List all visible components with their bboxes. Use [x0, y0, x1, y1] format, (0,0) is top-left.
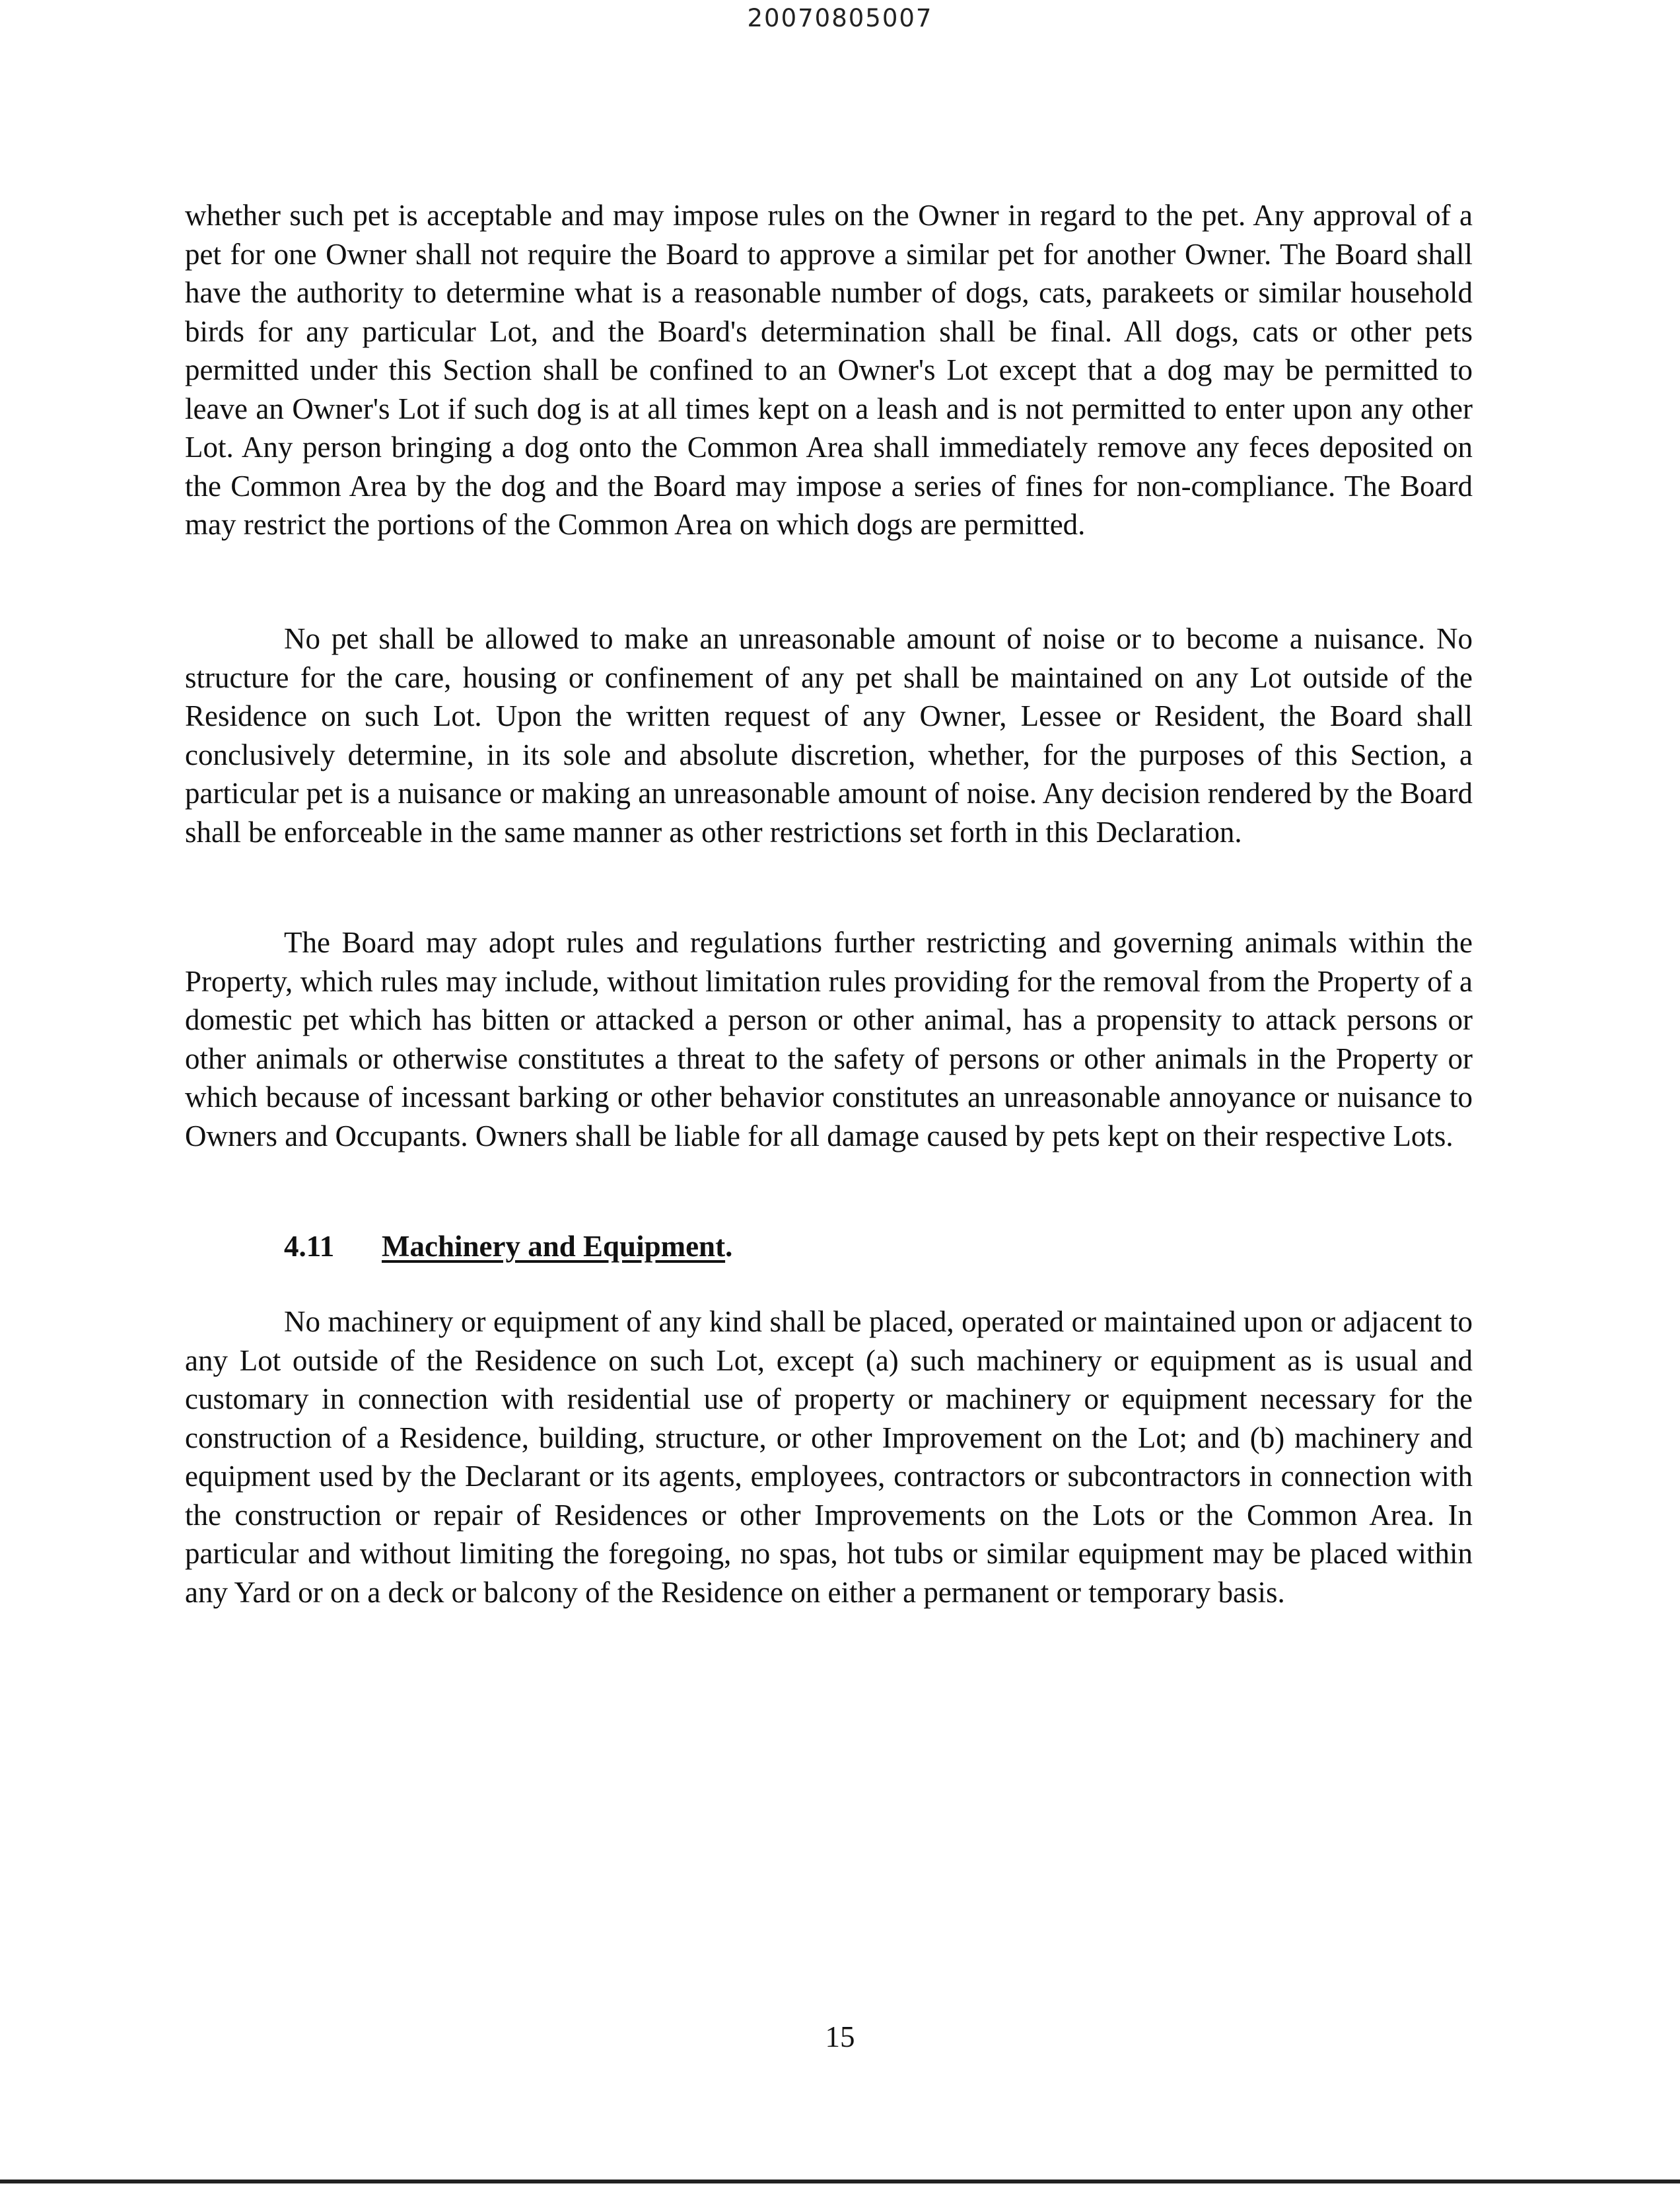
- page-number: 15: [825, 2020, 855, 2053]
- document-number: 20070805007: [747, 4, 933, 32]
- section-title-period: .: [725, 1230, 733, 1263]
- paragraph-animal-rules: The Board may adopt rules and regulations further restricting and governing animals within the Property, which rules may include, without limitation rules providing for the removal from the Property of a domestic pet which has bitten or attacked a person or other animal, has a propensity to attack persons or other animals or otherwise constitutes a threat to the safety of persons or other animals in the Property or which because of incessant barking or other behavior constitutes an unreasonable annoyance or nuisance to Owners and Occupants. Owners shall be liable for all damage caused by pets kept on their respective Lots.: [185, 926, 1473, 1152]
- section-number: 4.11: [284, 1230, 335, 1263]
- paragraph-pet-nuisance: No pet shall be allowed to make an unreasonable amount of noise or to become a nuisance. No structure for the care, housing or confinement of any pet shall be maintained on any Lot outside of the Residence on such Lot. Upon the written request of any Owner, Lessee or Resident, the Board shall conclusively determine, in its sole and absolute discretion, whether, for the purposes of this Section, a particular pet is a nuisance or making an unreasonable amount of noise. Any decision rendered by the Board shall be enforceable in the same manner as other restrictions set forth in this Declaration.: [185, 622, 1473, 849]
- section-title: Machinery and Equipment: [382, 1230, 726, 1263]
- paragraph-pets-approval: whether such pet is acceptable and may impose rules on the Owner in regard to the pet. Any approval of a pet for one Owner shall not require the Board to approve a similar pet for another Owner. The Board shall have the authority to determine what is a reasonable number of dogs, cats, parakeets or similar household birds for any particular Lot, and the Board's determination shall be final. All dogs, cats or other pets permitted under this Section shall be confined to an Owner's Lot except that a dog may be permitted to leave an Owner's Lot if such dog is at all times kept on a leash and is not permitted to enter upon any other Lot. Any person bringing a dog onto the Common Area shall immediately remove any feces deposited on the Common Area by the dog and the Board may impose a series of fines for non-compliance. The Board may restrict the portions of the Common Area on which dogs are permitted.: [185, 199, 1473, 541]
- footer-rule: [0, 2180, 1680, 2183]
- paragraph-machinery: No machinery or equipment of any kind shall be placed, operated or maintained upon or adjacent to any Lot outside of the Residence on such Lot, except (a) such machinery or equipment as is usual and customary in connection with residential use of property or machinery or equipment necessary for the construction of a Residence, building, structure, or other Improvement on the Lot; and (b) machinery and equipment used by the Declarant or its agents, employees, contractors or subcontractors in connection with the construction or repair of Residences or other Improvements on the Lots or the Common Area. In particular and without limiting the foregoing, no spas, hot tubs or similar equipment may be placed within any Yard or on a deck or balcony of the Residence on either a permanent or temporary basis.: [185, 1305, 1473, 1609]
- section-heading: [284, 1227, 732, 1265]
